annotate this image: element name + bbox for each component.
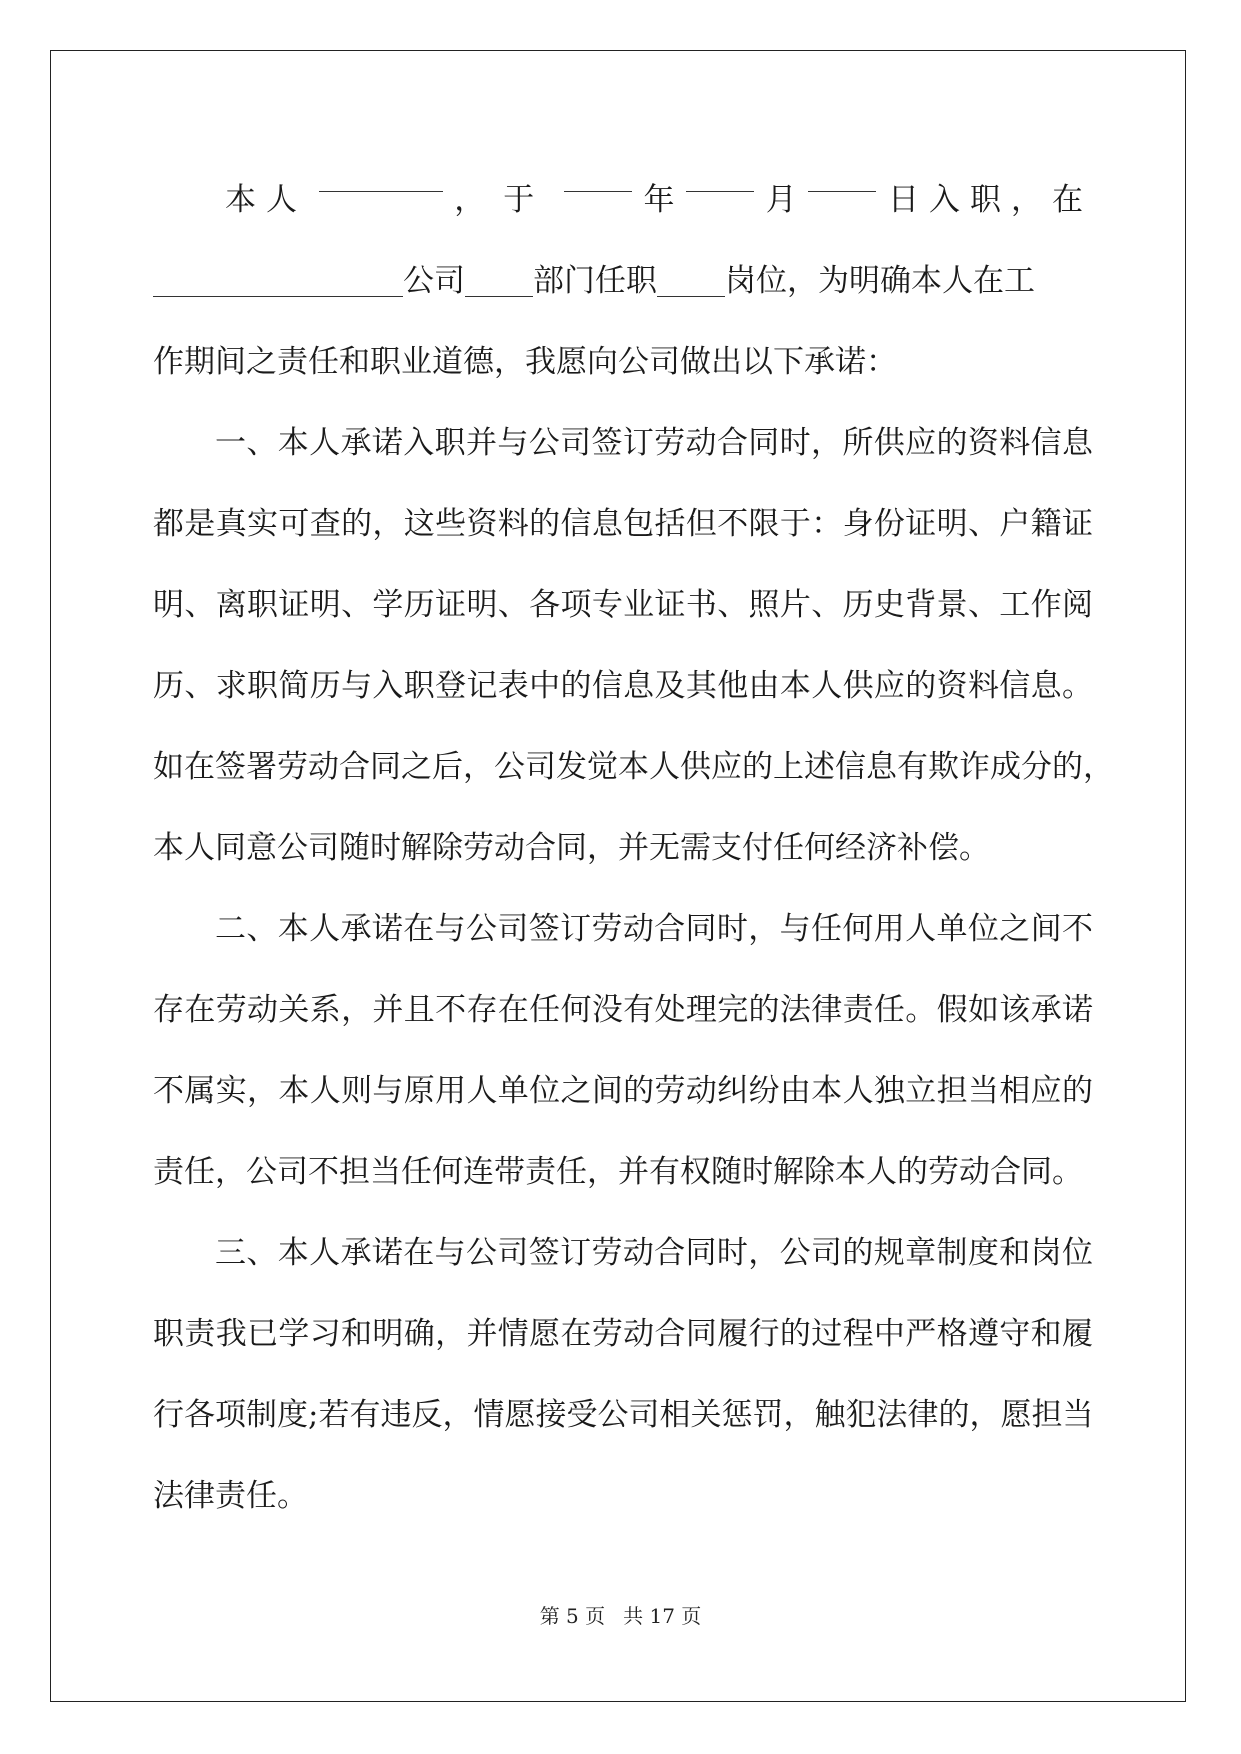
year-blank[interactable] <box>564 160 632 192</box>
intro-text-6: 公司 <box>403 263 465 299</box>
intro-text-2: ，于 <box>454 182 553 218</box>
intro-text-7: 部门任职 <box>533 263 657 299</box>
clause1-line-1: 一、本人承诺入职并与公司签订劳动合同时，所供应的资料信息 <box>215 425 1093 461</box>
department-blank[interactable] <box>465 265 533 297</box>
company-blank[interactable] <box>153 265 403 297</box>
intro-text-1: 本人 <box>225 182 307 218</box>
clause1-line-2: 都是真实可查的，这些资料的信息包括但不限于：身份证明、户籍证 <box>153 506 1093 542</box>
intro-text-3: 年 <box>643 182 675 218</box>
clause3-line-1: 三、本人承诺在与公司签订劳动合同时，公司的规章制度和岗位 <box>215 1235 1093 1271</box>
month-blank[interactable] <box>686 160 754 192</box>
clause3-line-3: 行各项制度;若有违反，情愿接受公司相关惩罚，触犯法律的，愿担当 <box>153 1397 1094 1433</box>
clause2-line-2: 存在劳动关系，并且不存在任何没有处理完的法律责任。假如该承诺 <box>153 992 1093 1028</box>
clause3-line-2: 职责我已学习和明确，并情愿在劳动合同履行的过程中严格遵守和履 <box>153 1316 1093 1352</box>
intro-line-1 <box>153 160 1093 241</box>
clause1-line-4: 历、求职简历与入职登记表中的信息及其他由本人供应的资料信息。 <box>153 668 1093 704</box>
intro-text-5: 日入职，在 <box>888 182 1093 218</box>
name-blank[interactable] <box>319 160 443 192</box>
clause2-line-3: 不属实，本人则与原用人单位之间的劳动纠纷由本人独立担当相应的 <box>153 1073 1093 1109</box>
clause3-line-4: 法律责任。 <box>153 1478 308 1514</box>
page-footer <box>0 1600 1241 1629</box>
clause2-line-4: 责任，公司不担当任何连带责任，并有权随时解除本人的劳动合同。 <box>153 1154 1083 1190</box>
clause1-line-5: 如在签署劳动合同之后，公司发觉本人供应的上述信息有欺诈成分的， <box>153 749 1114 785</box>
clause1-line-3: 明、离职证明、学历证明、各项专业证书、照片、历史背景、工作阅 <box>153 587 1093 623</box>
clause1-line-6: 本人同意公司随时解除劳动合同，并无需支付任何经济补偿。 <box>153 830 990 866</box>
page-number: 第 5 页 <box>539 1604 606 1628</box>
position-blank[interactable] <box>657 265 725 297</box>
intro-text-8: 岗位，为明确本人在工 <box>725 263 1035 299</box>
page-total: 共 17 页 <box>623 1604 702 1628</box>
intro-line-3: 作期间之责任和职业道德，我愿向公司做出以下承诺： <box>153 344 897 380</box>
day-blank[interactable] <box>808 160 876 192</box>
document-body <box>153 160 1114 1537</box>
intro-line-2 <box>153 241 1093 322</box>
clause2-line-1: 二、本人承诺在与公司签订劳动合同时，与任何用人单位之间不 <box>215 911 1093 947</box>
intro-text-4: 月 <box>765 182 797 218</box>
